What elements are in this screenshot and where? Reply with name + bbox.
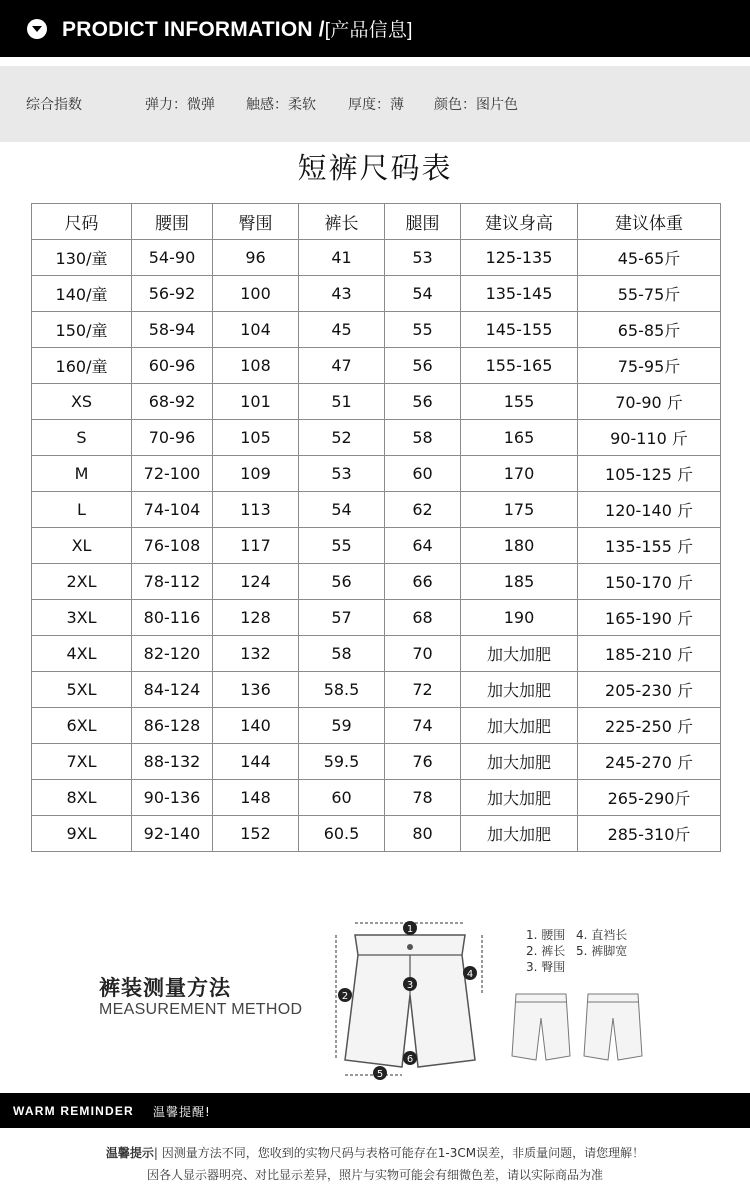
attribute-label: 综合指数 xyxy=(26,97,82,113)
cell-weight: 245-270 斤 xyxy=(578,744,721,780)
header-hip: 臀围 xyxy=(213,204,299,240)
legend-length: 2. 裤长 xyxy=(526,944,566,958)
cell-length: 47 xyxy=(299,348,385,384)
cell-length: 41 xyxy=(299,240,385,276)
cell-size: XL xyxy=(32,528,132,564)
cell-height: 155 xyxy=(461,384,578,420)
cell-height: 加大加肥 xyxy=(461,780,578,816)
cell-waist: 54-90 xyxy=(132,240,213,276)
cell-weight: 45-65斤 xyxy=(578,240,721,276)
cell-thigh: 60 xyxy=(385,456,461,492)
cell-length: 60 xyxy=(299,780,385,816)
cell-size: 2XL xyxy=(32,564,132,600)
table-row xyxy=(32,348,721,384)
attribute-elasticity: 弹力：微弹 xyxy=(145,97,215,113)
cell-size: 130/童 xyxy=(32,240,132,276)
cell-weight: 65-85斤 xyxy=(578,312,721,348)
cell-height: 加大加肥 xyxy=(461,672,578,708)
shorts-thumbnails xyxy=(508,988,648,1063)
cell-hip: 100 xyxy=(213,276,299,312)
cell-thigh: 56 xyxy=(385,384,461,420)
cell-height: 加大加肥 xyxy=(461,744,578,780)
cell-waist: 74-104 xyxy=(132,492,213,528)
svg-text:5: 5 xyxy=(376,1069,384,1080)
shorts-back-thumb xyxy=(584,994,642,1060)
cell-thigh: 53 xyxy=(385,240,461,276)
attribute-bar xyxy=(0,66,750,142)
cell-length: 43 xyxy=(299,276,385,312)
cell-hip: 109 xyxy=(213,456,299,492)
cell-hip: 128 xyxy=(213,600,299,636)
cell-thigh: 54 xyxy=(385,276,461,312)
cell-hip: 101 xyxy=(213,384,299,420)
cell-length: 45 xyxy=(299,312,385,348)
cell-height: 170 xyxy=(461,456,578,492)
table-row xyxy=(32,780,721,816)
marker-2 xyxy=(338,988,352,1002)
cell-waist: 92-140 xyxy=(132,816,213,852)
header-title: PRODICT INFORMATION /[产品信息] xyxy=(62,18,413,41)
marker-6 xyxy=(403,1051,417,1065)
header-size: 尺码 xyxy=(32,204,132,240)
cell-hip: 148 xyxy=(213,780,299,816)
table-row xyxy=(32,708,721,744)
legend-hip: 3. 臀围 xyxy=(526,960,566,974)
cell-weight: 165-190 斤 xyxy=(578,600,721,636)
cell-size: 160/童 xyxy=(32,348,132,384)
table-row xyxy=(32,564,721,600)
cell-waist: 56-92 xyxy=(132,276,213,312)
cell-waist: 86-128 xyxy=(132,708,213,744)
cell-waist: 72-100 xyxy=(132,456,213,492)
chevron-down-icon xyxy=(27,19,47,39)
cell-weight: 285-310斤 xyxy=(578,816,721,852)
cell-waist: 58-94 xyxy=(132,312,213,348)
cell-weight: 225-250 斤 xyxy=(578,708,721,744)
cell-thigh: 78 xyxy=(385,780,461,816)
cell-thigh: 66 xyxy=(385,564,461,600)
measurement-title: 裤装测量方法 xyxy=(99,976,231,1000)
cell-size: 5XL xyxy=(32,672,132,708)
cell-length: 60.5 xyxy=(299,816,385,852)
cell-height: 135-145 xyxy=(461,276,578,312)
cell-weight: 90-110 斤 xyxy=(578,420,721,456)
shorts-front-thumb xyxy=(512,994,570,1060)
reminder-title-en: WARM REMINDER xyxy=(13,1104,134,1118)
cell-height: 165 xyxy=(461,420,578,456)
cell-thigh: 80 xyxy=(385,816,461,852)
table-row xyxy=(32,528,721,564)
svg-text:3: 3 xyxy=(406,980,414,991)
cell-weight: 120-140 斤 xyxy=(578,492,721,528)
cell-waist: 68-92 xyxy=(132,384,213,420)
cell-size: 7XL xyxy=(32,744,132,780)
cell-weight: 185-210 斤 xyxy=(578,636,721,672)
table-row xyxy=(32,384,721,420)
cell-height: 125-135 xyxy=(461,240,578,276)
attribute-thickness: 厚度：薄 xyxy=(348,97,404,113)
attribute-color: 颜色：图片色 xyxy=(434,97,518,113)
cell-height: 145-155 xyxy=(461,312,578,348)
shorts-diagram xyxy=(330,915,490,1085)
table-row xyxy=(32,240,721,276)
cell-weight: 105-125 斤 xyxy=(578,456,721,492)
header-waist: 腰围 xyxy=(132,204,213,240)
cell-weight: 135-155 斤 xyxy=(578,528,721,564)
cell-hip: 108 xyxy=(213,348,299,384)
cell-size: 8XL xyxy=(32,780,132,816)
cell-length: 51 xyxy=(299,384,385,420)
cell-weight: 150-170 斤 xyxy=(578,564,721,600)
legend-hem: 5. 裤脚宽 xyxy=(576,944,628,958)
cell-thigh: 72 xyxy=(385,672,461,708)
cell-weight: 55-75斤 xyxy=(578,276,721,312)
table-row xyxy=(32,420,721,456)
cell-waist: 90-136 xyxy=(132,780,213,816)
cell-size: 140/童 xyxy=(32,276,132,312)
cell-waist: 88-132 xyxy=(132,744,213,780)
cell-waist: 76-108 xyxy=(132,528,213,564)
table-row xyxy=(32,672,721,708)
cell-length: 58.5 xyxy=(299,672,385,708)
table-row xyxy=(32,456,721,492)
cell-hip: 113 xyxy=(213,492,299,528)
legend-rise: 4. 直裆长 xyxy=(576,928,628,942)
table-row xyxy=(32,744,721,780)
cell-length: 53 xyxy=(299,456,385,492)
cell-weight: 265-290斤 xyxy=(578,780,721,816)
table-row xyxy=(32,312,721,348)
cell-size: S xyxy=(32,420,132,456)
cell-waist: 80-116 xyxy=(132,600,213,636)
svg-text:4: 4 xyxy=(466,969,474,980)
header-length: 裤长 xyxy=(299,204,385,240)
cell-waist: 70-96 xyxy=(132,420,213,456)
cell-waist: 82-120 xyxy=(132,636,213,672)
marker-3 xyxy=(403,977,417,991)
table-header-row xyxy=(32,204,721,240)
svg-text:1: 1 xyxy=(406,924,414,935)
cell-height: 180 xyxy=(461,528,578,564)
cell-weight: 75-95斤 xyxy=(578,348,721,384)
cell-thigh: 58 xyxy=(385,420,461,456)
marker-1 xyxy=(403,921,417,935)
legend-waist: 1. 腰围 xyxy=(526,928,566,942)
cell-height: 175 xyxy=(461,492,578,528)
cell-thigh: 76 xyxy=(385,744,461,780)
cell-length: 55 xyxy=(299,528,385,564)
cell-hip: 152 xyxy=(213,816,299,852)
cell-length: 58 xyxy=(299,636,385,672)
svg-text:6: 6 xyxy=(406,1054,414,1065)
reminder-note-2: 因各人显示器明亮、对比显示差异，照片与实物可能会有细微色差，请以实际商品为准 xyxy=(146,1168,603,1182)
cell-size: 3XL xyxy=(32,600,132,636)
cell-height: 155-165 xyxy=(461,348,578,384)
cell-weight: 205-230 斤 xyxy=(578,672,721,708)
product-info-header xyxy=(0,0,750,57)
cell-length: 52 xyxy=(299,420,385,456)
cell-thigh: 62 xyxy=(385,492,461,528)
cell-weight: 70-90 斤 xyxy=(578,384,721,420)
cell-waist: 60-96 xyxy=(132,348,213,384)
cell-length: 57 xyxy=(299,600,385,636)
cell-hip: 104 xyxy=(213,312,299,348)
cell-size: M xyxy=(32,456,132,492)
cell-length: 56 xyxy=(299,564,385,600)
cell-length: 59.5 xyxy=(299,744,385,780)
cell-size: 9XL xyxy=(32,816,132,852)
cell-height: 加大加肥 xyxy=(461,816,578,852)
attribute-touch: 触感：柔软 xyxy=(246,97,316,113)
cell-waist: 78-112 xyxy=(132,564,213,600)
cell-hip: 140 xyxy=(213,708,299,744)
cell-height: 190 xyxy=(461,600,578,636)
cell-height: 185 xyxy=(461,564,578,600)
cell-hip: 105 xyxy=(213,420,299,456)
cell-size: L xyxy=(32,492,132,528)
cell-waist: 84-124 xyxy=(132,672,213,708)
cell-height: 加大加肥 xyxy=(461,636,578,672)
cell-size: 4XL xyxy=(32,636,132,672)
cell-height: 加大加肥 xyxy=(461,708,578,744)
cell-size: XS xyxy=(32,384,132,420)
size-table-title: 短裤尺码表 xyxy=(297,151,453,185)
cell-thigh: 74 xyxy=(385,708,461,744)
warm-reminder-bar xyxy=(0,1093,750,1128)
cell-hip: 124 xyxy=(213,564,299,600)
cell-thigh: 55 xyxy=(385,312,461,348)
cell-length: 54 xyxy=(299,492,385,528)
cell-hip: 136 xyxy=(213,672,299,708)
cell-hip: 144 xyxy=(213,744,299,780)
measurement-subtitle: MEASUREMENT METHOD xyxy=(99,1001,303,1018)
table-row xyxy=(32,816,721,852)
table-row xyxy=(32,276,721,312)
cell-hip: 96 xyxy=(213,240,299,276)
reminder-note-1: 温馨提示| 因测量方法不同，您收到的实物尺码与表格可能存在1-3CM误差，非质量问题，请您理解！ xyxy=(105,1146,645,1160)
cell-thigh: 68 xyxy=(385,600,461,636)
cell-hip: 132 xyxy=(213,636,299,672)
marker-4 xyxy=(463,966,477,980)
cell-length: 59 xyxy=(299,708,385,744)
cell-thigh: 64 xyxy=(385,528,461,564)
cell-hip: 117 xyxy=(213,528,299,564)
reminder-title-cn: 温馨提醒! xyxy=(153,1105,211,1119)
cell-thigh: 70 xyxy=(385,636,461,672)
cell-thigh: 56 xyxy=(385,348,461,384)
table-row xyxy=(32,492,721,528)
size-table xyxy=(31,203,721,852)
table-row xyxy=(32,636,721,672)
cell-size: 6XL xyxy=(32,708,132,744)
cell-size: 150/童 xyxy=(32,312,132,348)
header-thigh: 腿围 xyxy=(385,204,461,240)
header-weight: 建议体重 xyxy=(578,204,721,240)
marker-5 xyxy=(373,1066,387,1080)
svg-text:2: 2 xyxy=(341,991,349,1002)
header-height: 建议身高 xyxy=(461,204,578,240)
table-row xyxy=(32,600,721,636)
button-icon xyxy=(407,944,413,950)
